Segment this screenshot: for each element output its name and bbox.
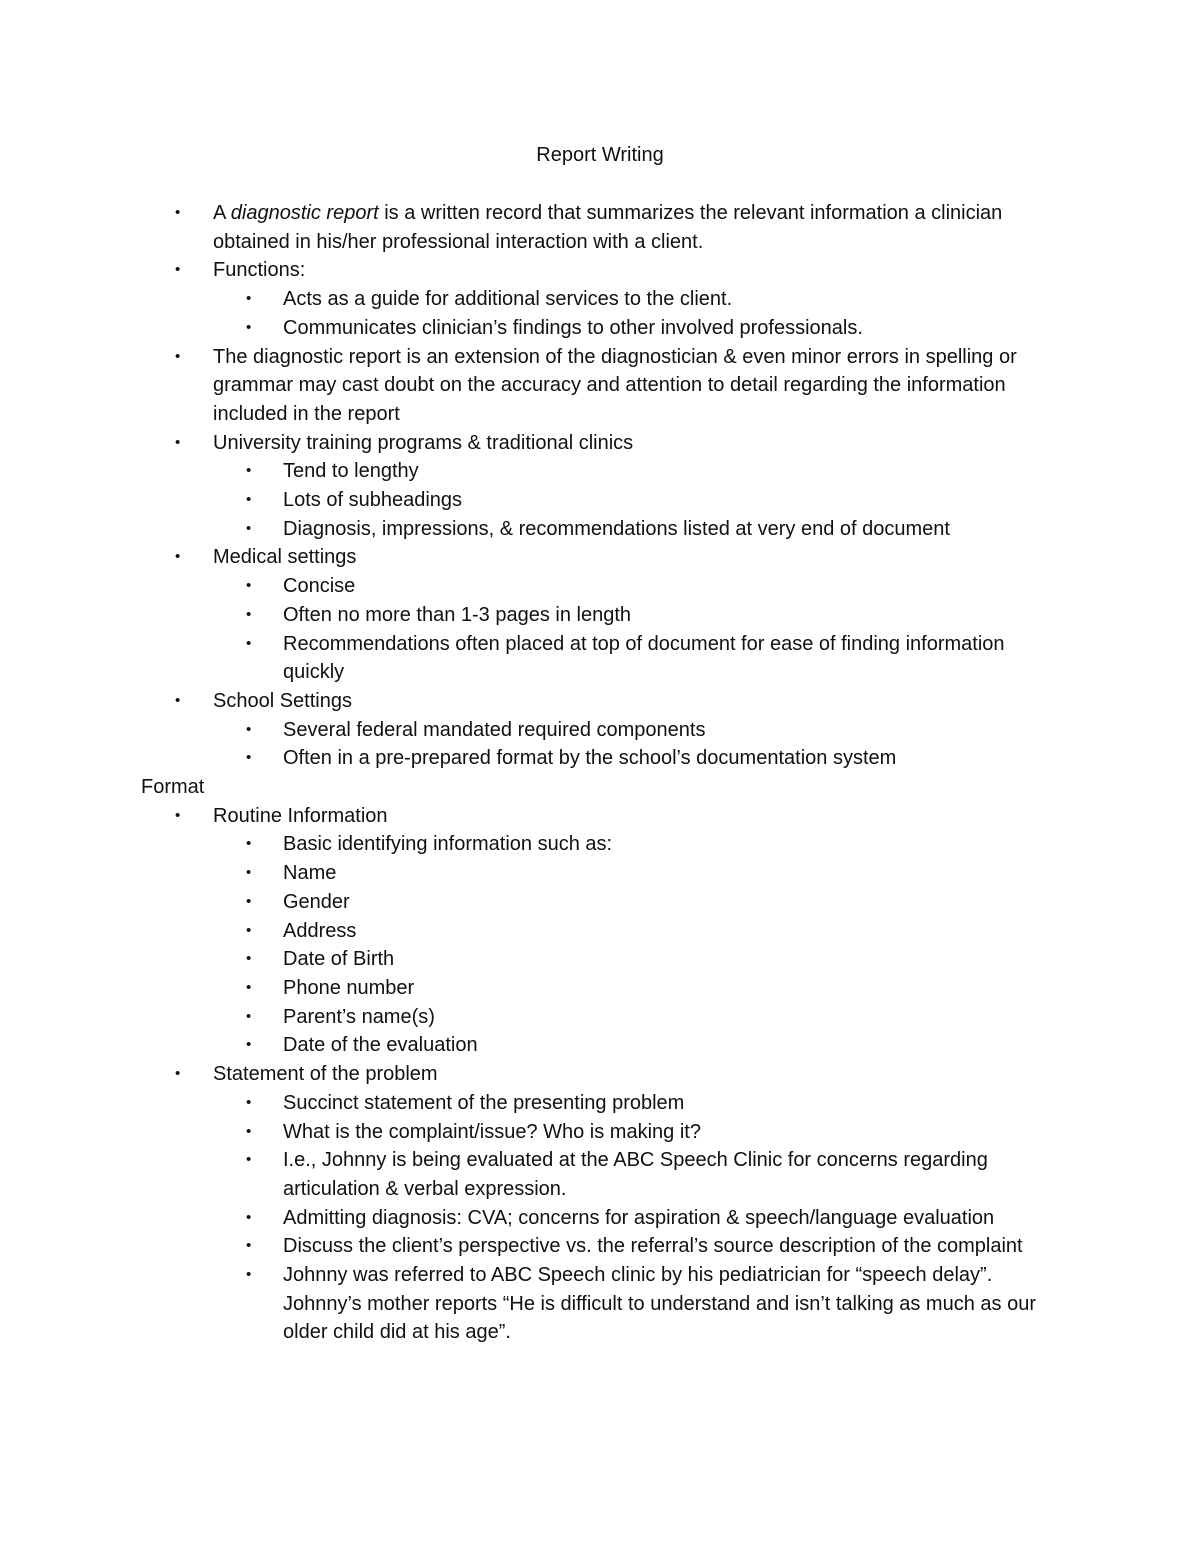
medical-heading: • Medical settings bbox=[0, 543, 1200, 572]
extension-note-bullet: • The diagnostic report is an extension of the diagnostician & even minor errors in spelling or grammar may cast doubt on the accuracy and attention to detail regarding the information included in the report bbox=[0, 343, 1200, 429]
list-item: • Name bbox=[0, 859, 1200, 888]
list-item: • Diagnosis, impressions, & recommendations listed at very end of document bbox=[0, 515, 1200, 544]
list-item: • Concise bbox=[0, 572, 1200, 601]
list-item: • Lots of subheadings bbox=[0, 486, 1200, 515]
list-item: • Often in a pre-prepared format by the school’s documentation system bbox=[0, 744, 1200, 773]
list-item: • What is the complaint/issue? Who is making it? bbox=[0, 1118, 1200, 1147]
list-item: • Date of Birth bbox=[0, 945, 1200, 974]
emphasis-term: diagnostic report bbox=[230, 202, 379, 224]
list-item: • Gender bbox=[0, 888, 1200, 917]
list-item: • Often no more than 1-3 pages in length bbox=[0, 601, 1200, 630]
list-item: • Parent’s name(s) bbox=[0, 1003, 1200, 1032]
list-item: • Communicates clinician’s findings to other involved professionals. bbox=[0, 314, 1200, 343]
list-item: • Acts as a guide for additional services to the client. bbox=[0, 285, 1200, 314]
format-heading: Format bbox=[141, 776, 205, 799]
problem-heading: • Statement of the problem bbox=[0, 1060, 1200, 1089]
list-item: • Discuss the client’s perspective vs. the referral’s source description of the complaint bbox=[0, 1232, 1200, 1261]
university-heading: • University training programs & traditional clinics bbox=[0, 429, 1200, 458]
list-item: • Johnny was referred to ABC Speech clinic by his pediatrician for “speech delay”. Johnny’s mother reports “He is difficult to understand and isn’t talking as much as our older child did at his age”. bbox=[0, 1261, 1200, 1347]
routine-heading: • Routine Information bbox=[0, 802, 1200, 831]
list-item: • Phone number bbox=[0, 974, 1200, 1003]
school-heading: • School Settings bbox=[0, 687, 1200, 716]
list-item: • Recommendations often placed at top of document for ease of finding information quickly bbox=[0, 630, 1200, 687]
list-item: • Succinct statement of the presenting problem bbox=[0, 1089, 1200, 1118]
intro-bullet: • A diagnostic report is a written record that summarizes the relevant information a clinician obtained in his/her professional interaction with a client. bbox=[0, 199, 1200, 256]
list-item: • Date of the evaluation bbox=[0, 1031, 1200, 1060]
list-item: • Tend to lengthy bbox=[0, 457, 1200, 486]
list-item: • I.e., Johnny is being evaluated at the ABC Speech Clinic for concerns regarding articulation & verbal expression. bbox=[0, 1146, 1200, 1203]
list-item: • Several federal mandated required components bbox=[0, 716, 1200, 745]
functions-heading: • Functions: bbox=[0, 256, 1200, 285]
document-body bbox=[0, 199, 1200, 1347]
list-item: • Admitting diagnosis: CVA; concerns for aspiration & speech/language evaluation bbox=[0, 1204, 1200, 1233]
list-item: • Basic identifying information such as: bbox=[0, 830, 1200, 859]
page-title: Report Writing bbox=[536, 144, 664, 166]
list-item: • Address bbox=[0, 917, 1200, 946]
